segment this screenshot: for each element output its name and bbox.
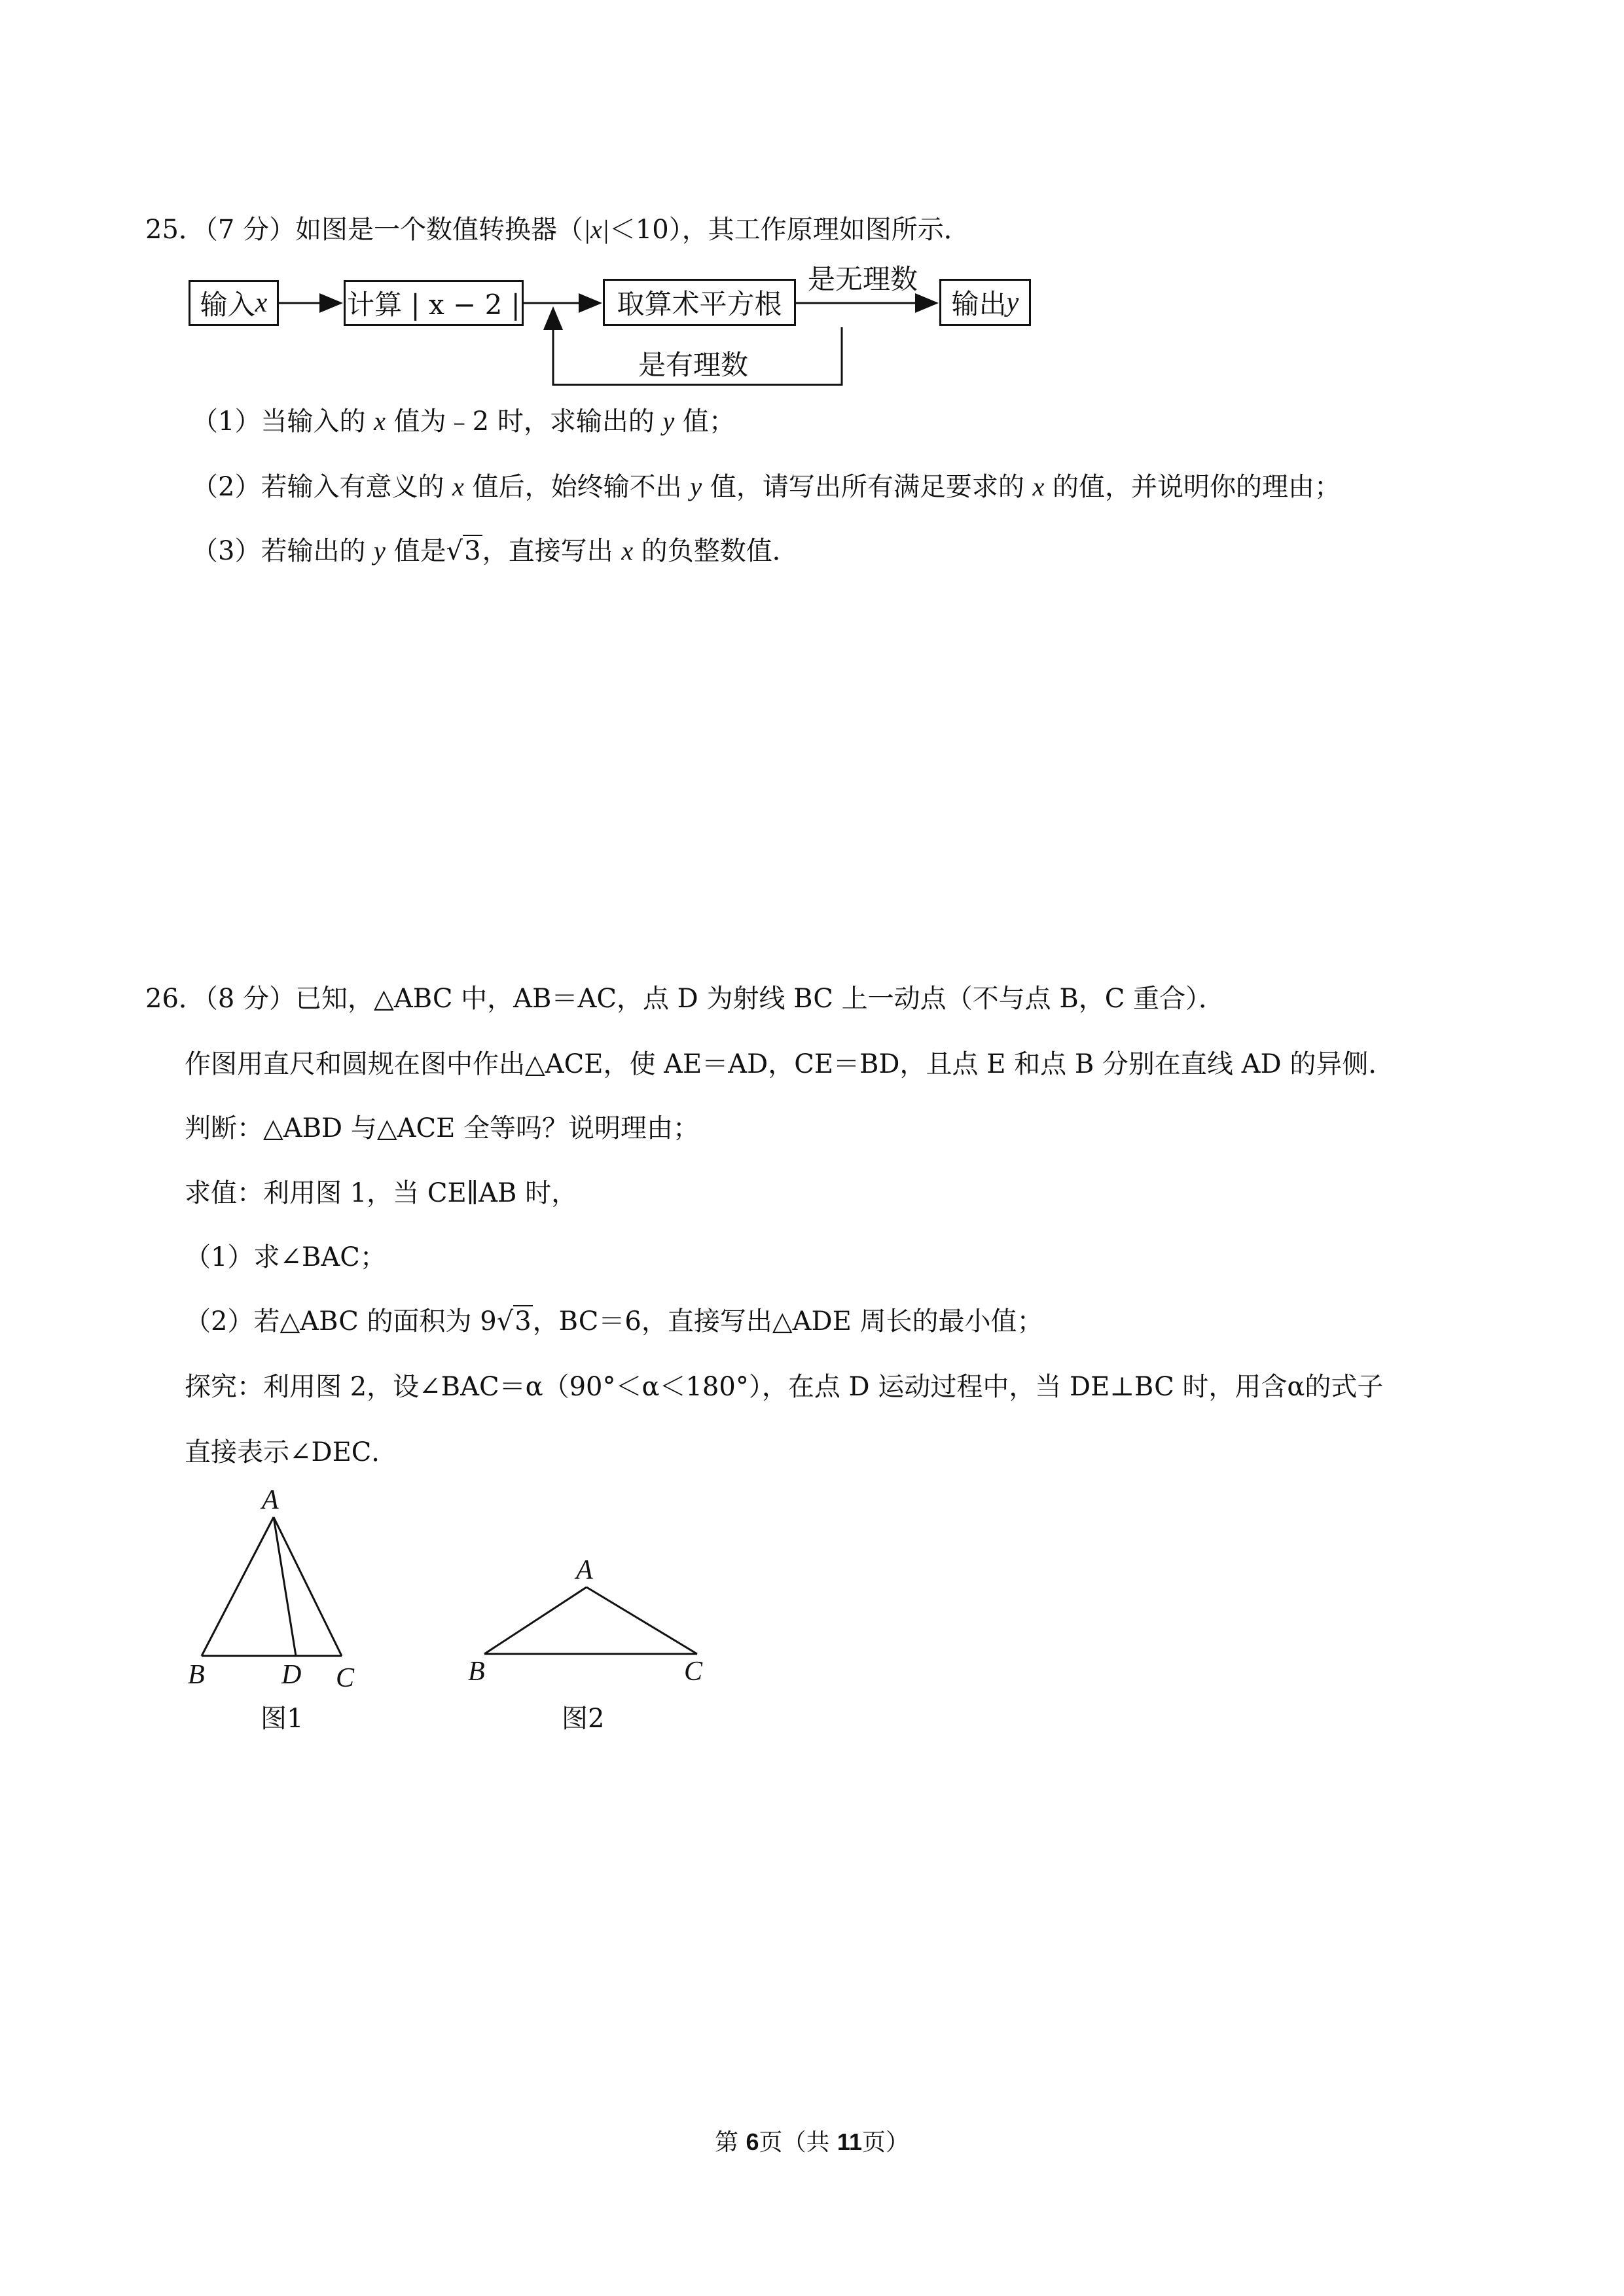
q25-part2-text: 的值，并说明你的理由； <box>1044 472 1341 502</box>
var-x: x <box>1032 472 1045 501</box>
fig2-point-c: C <box>684 1657 703 1687</box>
q25-part1-text: 值； <box>674 406 736 437</box>
q25-stem-part: 25．（7 分）如图是一个数值转换器（ <box>145 215 584 245</box>
q26-construction: 作图用直尺和圆规在图中作出△ACE，使 AE＝AD，CE＝BD，且点 E 和点 B 分别在直线 AD 的异侧． <box>185 1049 1395 1079</box>
fig1-point-d: D <box>281 1660 302 1690</box>
fig1-point-a: A <box>262 1485 279 1515</box>
flow-compute-label: 计算 | x − 2 | <box>347 289 520 321</box>
flow-output-label: 输出 <box>951 288 1007 320</box>
footer-text: 页（共 <box>759 2129 837 2156</box>
sqrt-radicand: 3 <box>464 536 481 566</box>
var-y: y <box>662 406 675 436</box>
fig2-point-b: B <box>468 1657 485 1687</box>
q26-part2-text: ，BC＝6，直接写出△ADE 周长的最小值； <box>532 1306 1043 1336</box>
q25-stem-abs: |x| <box>583 215 609 244</box>
q25-stem-part: ＜10），其工作原理如图所示． <box>609 215 970 245</box>
fig2-side-ac <box>586 1587 697 1654</box>
q25-part3-text: ，直接写出 <box>482 536 622 566</box>
fig1-side-ab <box>202 1517 274 1656</box>
q25-part2-text: 值后，始终输不出 <box>463 472 691 502</box>
q25-part1-text: （1）当输入的 <box>192 406 374 437</box>
fig2-point-a: A <box>576 1555 593 1585</box>
fig1-caption: 图1 <box>261 1704 304 1734</box>
q26-part2-text: （2）若△ABC 的面积为 9 <box>185 1306 497 1336</box>
q26-find-value: 求值：利用图 1，当 CE∥AB 时， <box>185 1178 578 1208</box>
sqrt-radicand: 3 <box>514 1306 532 1336</box>
footer-page-number: 6 <box>746 2128 759 2155</box>
q26-part1: （1）求∠BAC； <box>185 1242 386 1272</box>
var-x: x <box>452 472 464 501</box>
q25-part1-text: 值为﹣2 时，求输出的 <box>385 406 663 437</box>
var-y: y <box>374 536 386 565</box>
q26-explore: 探究：利用图 2，设∠BAC＝α（90°＜α＜180°），在点 D 运动过程中，当 DE⊥BC 时，用含α的式子 <box>185 1372 1384 1402</box>
footer-page-total: 11 <box>837 2128 862 2155</box>
page-footer <box>0 2124 1624 2157</box>
q25-part3-text: 值是 <box>385 536 446 566</box>
var-x: x <box>374 406 386 436</box>
flow-irrational-label: 是无理数 <box>808 263 918 295</box>
q25-part2-text: 值，请写出所有满足要求的 <box>702 472 1033 502</box>
fig1-point-c: C <box>336 1663 355 1693</box>
footer-text: 第 <box>714 2129 746 2156</box>
q26-judge: 判断：△ABD 与△ACE 全等吗？说明理由； <box>185 1113 699 1143</box>
flow-sqrt-label: 取算术平方根 <box>617 288 782 320</box>
q25-part2-text: （2）若输入有意义的 <box>192 472 453 502</box>
q25-part3-text: （3）若输出的 <box>192 536 374 566</box>
q26-explore-cont: 直接表示∠DEC． <box>185 1437 398 1467</box>
footer-text: 页） <box>861 2129 909 2156</box>
flow-output-var: y <box>1006 287 1019 317</box>
sqrt-expression: √3 <box>446 536 481 566</box>
var-x: x <box>621 536 634 565</box>
sqrt-expression: √3 <box>496 1306 532 1336</box>
fig2-caption: 图2 <box>562 1704 605 1734</box>
flow-input-label: 输入 <box>200 289 255 321</box>
fig2-side-ab <box>484 1587 586 1654</box>
flow-rational-label: 是有理数 <box>638 349 749 381</box>
var-y: y <box>690 472 702 501</box>
q25-part3-text: 的负整数值． <box>633 536 799 566</box>
fig1-point-b: B <box>188 1660 205 1690</box>
q26-stem: 26．（8 分）已知，△ABC 中，AB＝AC，点 D 为射线 BC 上一动点（不与点 B，C 重合）． <box>145 984 1225 1014</box>
flow-input-var: x <box>255 288 268 318</box>
